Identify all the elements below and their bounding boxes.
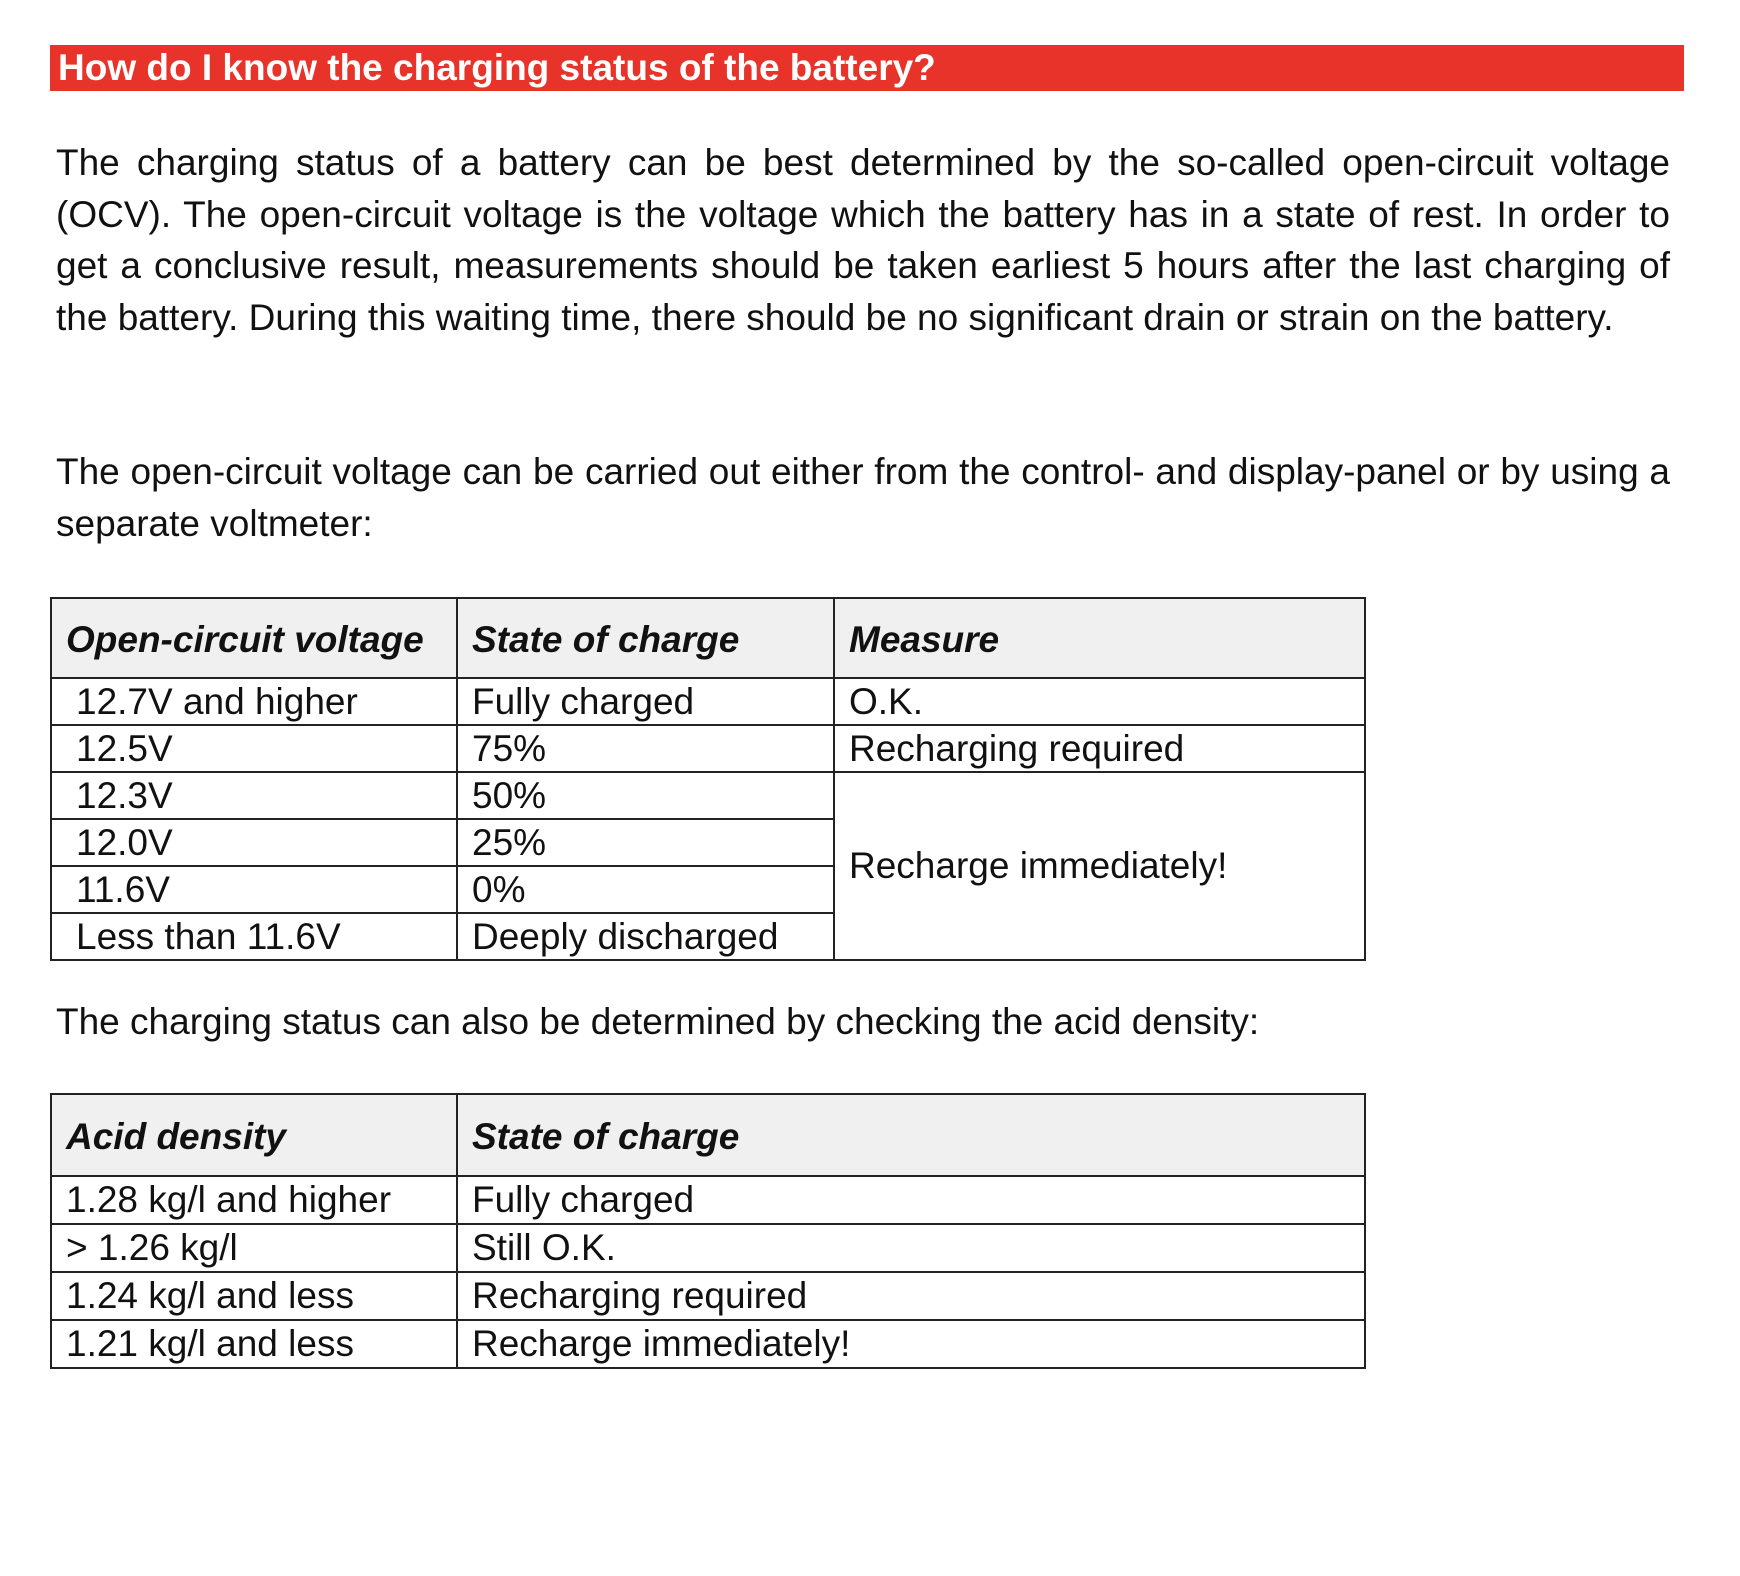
measure-cell: Recharging required — [834, 725, 1365, 772]
table-header-row — [51, 1094, 1365, 1176]
voltage-cell: 11.6V — [51, 866, 457, 913]
state-cell: Fully charged — [457, 678, 834, 725]
density-cell: > 1.26 kg/l — [51, 1224, 457, 1272]
voltmeter-paragraph: The open-circuit voltage can be carried out either from the control- and display-panel or by using a separate voltmeter: — [56, 451, 1670, 544]
merged-measure-cell: Recharge immediately! — [834, 772, 1365, 960]
state-cell: 75% — [457, 725, 834, 772]
state-cell: Fully charged — [457, 1176, 1365, 1224]
column-header-density: Acid density — [51, 1094, 457, 1176]
acid-density-table — [50, 1093, 1366, 1369]
state-cell: 50% — [457, 772, 834, 819]
acid-paragraph: The charging status can also be determined by checking the acid density: — [56, 1001, 1260, 1042]
voltage-cell: 12.7V and higher — [51, 678, 457, 725]
state-cell: 0% — [457, 866, 834, 913]
section-heading: How do I know the charging status of the battery? — [58, 47, 936, 88]
voltage-cell: 12.3V — [51, 772, 457, 819]
table-row — [51, 1272, 1365, 1320]
table-row — [51, 1320, 1365, 1368]
ocv-table — [50, 597, 1366, 961]
measure-cell: O.K. — [834, 678, 1365, 725]
column-header-state: State of charge — [457, 1094, 1365, 1176]
voltage-cell: 12.0V — [51, 819, 457, 866]
density-cell: 1.24 kg/l and less — [51, 1272, 457, 1320]
column-header-voltage: Open-circuit voltage — [51, 598, 457, 678]
column-header-measure: Measure — [834, 598, 1365, 678]
table-header-row — [51, 598, 1365, 678]
state-cell: 25% — [457, 819, 834, 866]
state-cell: Still O.K. — [457, 1224, 1365, 1272]
table-row — [51, 678, 1365, 725]
intro-paragraph: The charging status of a battery can be best determined by the so-called open-circuit voltage (OCV). The open-circuit voltage is the voltage which the battery has in a state of rest. In order to get a conclusive result, measurements should be taken earliest 5 hours after the last charging of the battery. During this waiting time, there should be no significant drain or strain on the battery. — [56, 142, 1670, 338]
table-row — [51, 1224, 1365, 1272]
column-header-state: State of charge — [457, 598, 834, 678]
voltage-cell: Less than 11.6V — [51, 913, 457, 960]
table-row — [51, 1176, 1365, 1224]
density-cell: 1.21 kg/l and less — [51, 1320, 457, 1368]
state-cell: Recharge immediately! — [457, 1320, 1365, 1368]
voltage-cell: 12.5V — [51, 725, 457, 772]
state-cell: Recharging required — [457, 1272, 1365, 1320]
density-cell: 1.28 kg/l and higher — [51, 1176, 457, 1224]
table-row — [51, 725, 1365, 772]
state-cell: Deeply discharged — [457, 913, 834, 960]
table-row — [51, 772, 1365, 819]
section-heading-bar — [50, 45, 1684, 91]
